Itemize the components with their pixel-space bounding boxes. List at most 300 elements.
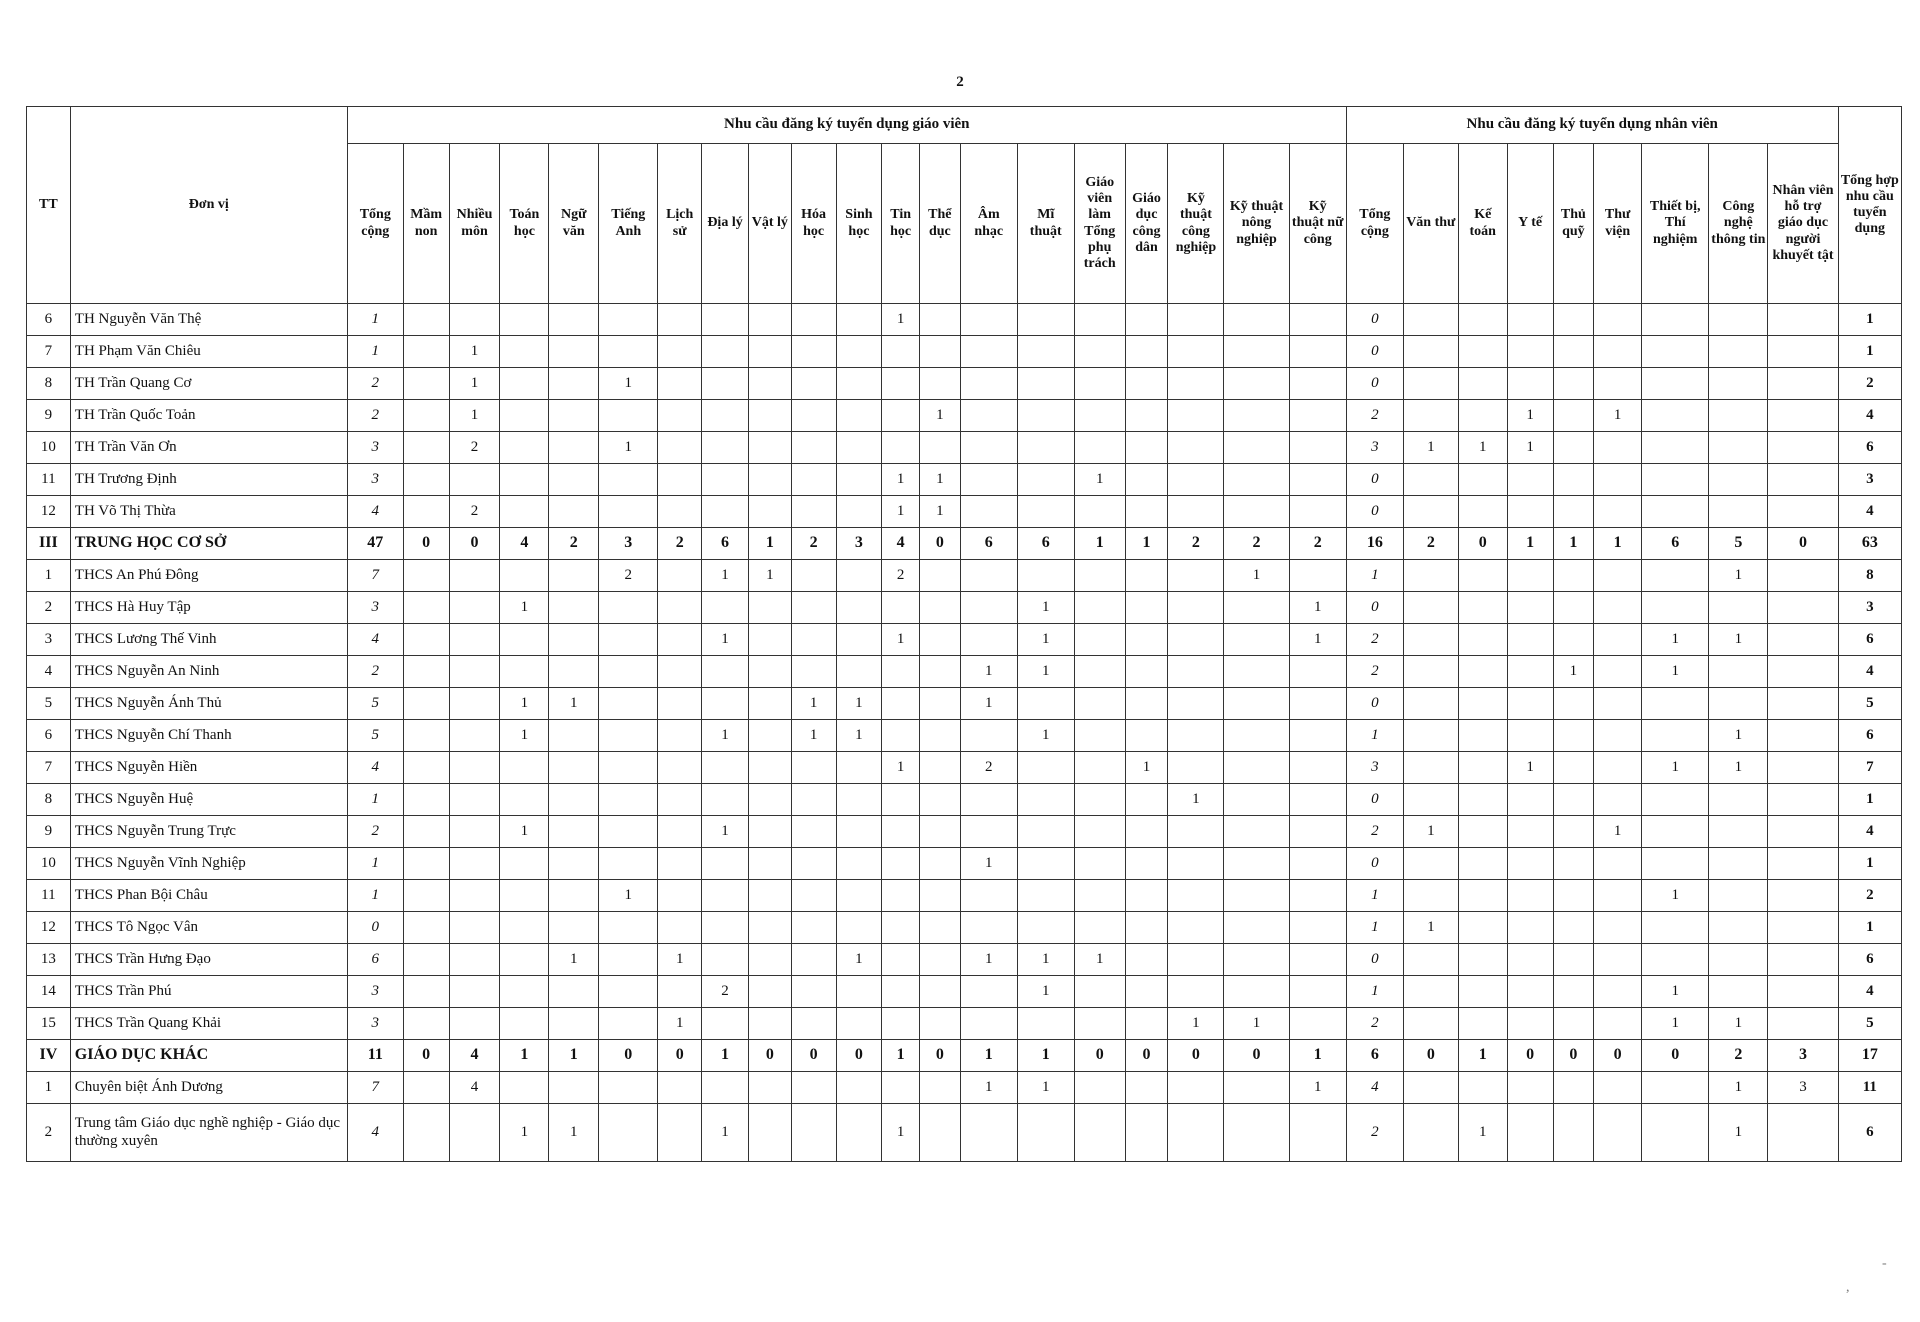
row-unit-name: THCS Tô Ngọc Vân	[70, 912, 347, 944]
teacher-cell	[1224, 656, 1289, 688]
table-row	[27, 912, 1902, 944]
staff-cell	[1458, 976, 1507, 1008]
header-teacher-col: Nhiều môn	[449, 144, 500, 304]
row-unit-name: TRUNG HỌC CƠ SỞ	[70, 528, 347, 560]
row-unit-name: TH Trần Quang Cơ	[70, 368, 347, 400]
header-teacher-col: Hóa học	[791, 144, 836, 304]
teacher-cell	[1125, 1008, 1168, 1040]
teacher-cell: 0	[403, 1040, 449, 1072]
teacher-cell	[836, 880, 882, 912]
table-row	[27, 592, 1902, 624]
staff-cell	[1594, 496, 1642, 528]
teacher-cell: 1	[882, 1040, 920, 1072]
teacher-cell	[882, 976, 920, 1008]
staff-cell	[1642, 496, 1709, 528]
teacher-cell	[1017, 496, 1074, 528]
staff-cell	[1507, 304, 1553, 336]
teacher-cell: 1	[1074, 464, 1125, 496]
teacher-cell	[919, 624, 960, 656]
table-row	[27, 368, 1902, 400]
teacher-cell: 1	[919, 496, 960, 528]
teacher-cell	[748, 1104, 791, 1162]
teacher-cell	[1168, 976, 1224, 1008]
table-row	[27, 1072, 1902, 1104]
row-unit-name: TH Võ Thị Thừa	[70, 496, 347, 528]
teacher-cell	[500, 496, 549, 528]
staff-cell	[1553, 304, 1594, 336]
staff-cell	[1507, 368, 1553, 400]
teacher-cell: 2	[702, 976, 749, 1008]
teacher-cell	[1168, 880, 1224, 912]
teacher-cell	[1289, 976, 1346, 1008]
teacher-cell	[882, 944, 920, 976]
staff-cell	[1507, 624, 1553, 656]
staff-cell	[1768, 848, 1838, 880]
teacher-cell: 1	[748, 560, 791, 592]
teacher-cell: 1	[791, 720, 836, 752]
header-teacher-col: Giáo viên làm Tổng phụ trách	[1074, 144, 1125, 304]
teacher-cell	[403, 464, 449, 496]
row-unit-name: TH Phạm Văn Chiêu	[70, 336, 347, 368]
teacher-cell: 1	[919, 464, 960, 496]
teacher-total-cell: 5	[347, 720, 403, 752]
teacher-cell	[599, 304, 658, 336]
teacher-total-cell: 4	[347, 496, 403, 528]
teacher-cell	[449, 464, 500, 496]
staff-cell	[1403, 464, 1458, 496]
teacher-cell	[549, 656, 599, 688]
teacher-cell	[748, 592, 791, 624]
teacher-cell	[882, 336, 920, 368]
table-row	[27, 816, 1902, 848]
teacher-cell	[1168, 368, 1224, 400]
teacher-cell	[1289, 496, 1346, 528]
teacher-cell	[1289, 848, 1346, 880]
grand-total-cell: 5	[1838, 688, 1901, 720]
teacher-cell	[549, 432, 599, 464]
staff-cell	[1553, 1104, 1594, 1162]
header-staff-col: Tổng cộng	[1346, 144, 1403, 304]
teacher-cell	[1224, 464, 1289, 496]
header-teacher-col: Sinh học	[836, 144, 882, 304]
teacher-cell	[1289, 1008, 1346, 1040]
teacher-cell	[599, 464, 658, 496]
grand-total-cell: 1	[1838, 336, 1901, 368]
teacher-cell	[748, 848, 791, 880]
grand-total-cell: 3	[1838, 592, 1901, 624]
teacher-cell	[1289, 304, 1346, 336]
grand-total-cell: 4	[1838, 976, 1901, 1008]
staff-total-cell: 1	[1346, 560, 1403, 592]
teacher-cell: 1	[702, 1040, 749, 1072]
staff-cell: 1	[1594, 528, 1642, 560]
teacher-cell: 6	[702, 528, 749, 560]
staff-cell	[1594, 336, 1642, 368]
teacher-cell	[500, 560, 549, 592]
teacher-cell	[1125, 816, 1168, 848]
teacher-cell	[403, 400, 449, 432]
row-unit-name: THCS Trần Phú	[70, 976, 347, 1008]
teacher-cell	[658, 912, 702, 944]
teacher-cell	[500, 368, 549, 400]
teacher-cell: 0	[836, 1040, 882, 1072]
grand-total-cell: 3	[1838, 464, 1901, 496]
teacher-total-cell: 1	[347, 880, 403, 912]
teacher-cell	[791, 880, 836, 912]
row-unit-name: THCS Nguyễn Huệ	[70, 784, 347, 816]
staff-cell	[1458, 688, 1507, 720]
teacher-cell	[836, 912, 882, 944]
teacher-cell	[500, 1008, 549, 1040]
table-section-row	[27, 1040, 1902, 1072]
staff-cell	[1594, 752, 1642, 784]
staff-cell	[1594, 304, 1642, 336]
teacher-cell	[500, 848, 549, 880]
staff-cell	[1553, 560, 1594, 592]
staff-cell	[1507, 1104, 1553, 1162]
teacher-cell	[549, 624, 599, 656]
staff-cell	[1594, 368, 1642, 400]
row-unit-name: TH Trần Văn Ơn	[70, 432, 347, 464]
staff-cell: 2	[1709, 1040, 1768, 1072]
header-staff-col: Thủ quỹ	[1553, 144, 1594, 304]
header-staff-col: Kế toán	[1458, 144, 1507, 304]
teacher-cell	[1017, 400, 1074, 432]
staff-cell	[1642, 720, 1709, 752]
teacher-cell	[1168, 912, 1224, 944]
teacher-cell	[1224, 688, 1289, 720]
staff-cell	[1642, 816, 1709, 848]
teacher-cell	[1289, 464, 1346, 496]
teacher-cell	[1289, 432, 1346, 464]
row-unit-name: THCS An Phú Đông	[70, 560, 347, 592]
teacher-cell: 1	[500, 1040, 549, 1072]
teacher-cell	[500, 976, 549, 1008]
teacher-cell: 1	[702, 720, 749, 752]
teacher-cell	[882, 912, 920, 944]
staff-cell	[1553, 880, 1594, 912]
teacher-cell	[1224, 400, 1289, 432]
teacher-cell	[449, 1008, 500, 1040]
teacher-cell	[599, 688, 658, 720]
staff-cell: 1	[1553, 656, 1594, 688]
row-unit-name: THCS Hà Huy Tập	[70, 592, 347, 624]
teacher-cell	[791, 944, 836, 976]
staff-total-cell: 1	[1346, 720, 1403, 752]
teacher-cell	[919, 976, 960, 1008]
teacher-cell	[882, 1008, 920, 1040]
staff-cell	[1507, 720, 1553, 752]
table-row	[27, 720, 1902, 752]
table-row	[27, 688, 1902, 720]
teacher-cell: 0	[1224, 1040, 1289, 1072]
staff-cell: 1	[1709, 560, 1768, 592]
teacher-cell	[1224, 720, 1289, 752]
staff-cell	[1709, 816, 1768, 848]
teacher-cell: 1	[960, 1072, 1017, 1104]
staff-cell	[1642, 848, 1709, 880]
row-tt: 12	[27, 496, 71, 528]
teacher-cell	[702, 848, 749, 880]
teacher-cell	[836, 848, 882, 880]
staff-cell	[1553, 432, 1594, 464]
teacher-cell	[1125, 880, 1168, 912]
teacher-cell	[748, 304, 791, 336]
staff-cell	[1594, 1072, 1642, 1104]
staff-cell	[1458, 880, 1507, 912]
teacher-cell: 1	[882, 464, 920, 496]
teacher-cell	[1017, 336, 1074, 368]
teacher-cell	[1017, 752, 1074, 784]
header-staff-col: Thiết bị, Thí nghiệm	[1642, 144, 1709, 304]
teacher-cell	[919, 816, 960, 848]
teacher-cell	[919, 368, 960, 400]
teacher-cell	[836, 368, 882, 400]
staff-cell	[1458, 1008, 1507, 1040]
teacher-cell: 0	[1074, 1040, 1125, 1072]
teacher-cell: 1	[549, 688, 599, 720]
row-unit-name: THCS Nguyễn Chí Thanh	[70, 720, 347, 752]
staff-cell	[1553, 1072, 1594, 1104]
teacher-cell	[791, 1008, 836, 1040]
teacher-total-cell: 1	[347, 304, 403, 336]
teacher-cell	[549, 368, 599, 400]
teacher-cell	[1289, 688, 1346, 720]
teacher-cell	[1017, 304, 1074, 336]
staff-cell	[1709, 496, 1768, 528]
teacher-cell	[748, 464, 791, 496]
grand-total-cell: 4	[1838, 656, 1901, 688]
teacher-cell	[748, 720, 791, 752]
staff-total-cell: 2	[1346, 1104, 1403, 1162]
grand-total-cell: 2	[1838, 880, 1901, 912]
teacher-cell	[1074, 848, 1125, 880]
teacher-cell	[449, 592, 500, 624]
teacher-cell: 2	[449, 432, 500, 464]
staff-cell	[1553, 464, 1594, 496]
table-row	[27, 400, 1902, 432]
scan-mark: ,	[1846, 1280, 1850, 1295]
row-tt: 10	[27, 848, 71, 880]
teacher-cell	[1224, 944, 1289, 976]
teacher-cell	[919, 784, 960, 816]
teacher-cell: 2	[549, 528, 599, 560]
teacher-cell	[403, 880, 449, 912]
table-row	[27, 752, 1902, 784]
teacher-cell: 1	[702, 624, 749, 656]
teacher-cell	[1168, 464, 1224, 496]
teacher-cell: 0	[1168, 1040, 1224, 1072]
teacher-cell	[1125, 304, 1168, 336]
teacher-cell	[500, 784, 549, 816]
teacher-cell	[748, 976, 791, 1008]
teacher-cell	[882, 784, 920, 816]
teacher-cell	[658, 976, 702, 1008]
teacher-cell	[1074, 688, 1125, 720]
teacher-cell	[1224, 432, 1289, 464]
staff-cell	[1403, 944, 1458, 976]
teacher-cell	[702, 432, 749, 464]
staff-cell	[1594, 624, 1642, 656]
staff-cell	[1642, 400, 1709, 432]
teacher-cell	[702, 464, 749, 496]
teacher-cell: 1	[702, 560, 749, 592]
staff-cell: 1	[1709, 1072, 1768, 1104]
teacher-cell	[748, 752, 791, 784]
teacher-cell	[882, 880, 920, 912]
teacher-cell	[748, 816, 791, 848]
staff-cell	[1458, 848, 1507, 880]
staff-cell	[1768, 880, 1838, 912]
staff-cell	[1642, 336, 1709, 368]
staff-cell: 1	[1507, 752, 1553, 784]
teacher-cell	[403, 1008, 449, 1040]
teacher-cell	[1125, 656, 1168, 688]
teacher-cell	[960, 304, 1017, 336]
teacher-total-cell: 2	[347, 368, 403, 400]
grand-total-cell: 1	[1838, 848, 1901, 880]
teacher-cell: 0	[449, 528, 500, 560]
teacher-cell	[658, 1104, 702, 1162]
staff-cell	[1768, 656, 1838, 688]
teacher-cell: 1	[882, 304, 920, 336]
teacher-cell	[449, 688, 500, 720]
staff-cell	[1507, 336, 1553, 368]
teacher-cell	[1074, 912, 1125, 944]
teacher-cell	[836, 432, 882, 464]
teacher-cell	[1125, 1104, 1168, 1162]
staff-total-cell: 0	[1346, 848, 1403, 880]
teacher-cell	[599, 912, 658, 944]
teacher-cell	[1074, 400, 1125, 432]
staff-cell	[1553, 368, 1594, 400]
staff-cell	[1553, 592, 1594, 624]
teacher-cell	[791, 624, 836, 656]
teacher-cell	[919, 912, 960, 944]
staff-total-cell: 0	[1346, 688, 1403, 720]
staff-cell	[1709, 432, 1768, 464]
teacher-cell	[960, 720, 1017, 752]
teacher-cell	[449, 816, 500, 848]
row-tt: 15	[27, 1008, 71, 1040]
staff-cell	[1507, 1008, 1553, 1040]
teacher-cell: 1	[599, 368, 658, 400]
staff-cell	[1642, 784, 1709, 816]
staff-cell	[1642, 1104, 1709, 1162]
staff-cell	[1768, 432, 1838, 464]
grand-total-cell: 1	[1838, 784, 1901, 816]
teacher-cell	[1289, 912, 1346, 944]
teacher-cell: 1	[1017, 944, 1074, 976]
teacher-cell	[500, 464, 549, 496]
teacher-cell	[403, 816, 449, 848]
staff-cell	[1507, 592, 1553, 624]
staff-cell: 0	[1403, 1040, 1458, 1072]
staff-cell	[1553, 400, 1594, 432]
teacher-cell	[658, 496, 702, 528]
teacher-total-cell: 5	[347, 688, 403, 720]
staff-cell	[1458, 944, 1507, 976]
staff-cell: 1	[1507, 432, 1553, 464]
teacher-cell	[702, 592, 749, 624]
staff-cell	[1709, 400, 1768, 432]
teacher-cell	[702, 880, 749, 912]
staff-cell	[1553, 752, 1594, 784]
staff-total-cell: 16	[1346, 528, 1403, 560]
teacher-cell	[702, 752, 749, 784]
teacher-cell	[599, 336, 658, 368]
teacher-cell	[1125, 592, 1168, 624]
teacher-cell	[403, 304, 449, 336]
teacher-cell	[599, 752, 658, 784]
teacher-cell	[500, 624, 549, 656]
staff-cell	[1768, 784, 1838, 816]
teacher-cell	[791, 848, 836, 880]
staff-cell	[1553, 848, 1594, 880]
staff-cell	[1507, 976, 1553, 1008]
teacher-total-cell: 1	[347, 848, 403, 880]
grand-total-cell: 63	[1838, 528, 1901, 560]
recruitment-table	[26, 106, 1902, 1162]
staff-cell	[1507, 784, 1553, 816]
teacher-cell	[960, 1104, 1017, 1162]
teacher-cell	[836, 336, 882, 368]
teacher-cell	[960, 464, 1017, 496]
staff-cell	[1709, 336, 1768, 368]
header-teacher-col: Toán học	[500, 144, 549, 304]
teacher-cell: 2	[882, 560, 920, 592]
teacher-cell	[658, 592, 702, 624]
teacher-cell	[836, 784, 882, 816]
teacher-cell: 1	[882, 496, 920, 528]
staff-cell	[1553, 688, 1594, 720]
header-teacher-col: Địa lý	[702, 144, 749, 304]
teacher-cell	[748, 368, 791, 400]
teacher-cell: 4	[500, 528, 549, 560]
teacher-cell	[791, 784, 836, 816]
teacher-cell	[919, 1104, 960, 1162]
table-row	[27, 304, 1902, 336]
row-unit-name: THCS Trần Quang Khải	[70, 1008, 347, 1040]
row-tt: 10	[27, 432, 71, 464]
teacher-cell	[658, 400, 702, 432]
header-teacher-col: Tổng cộng	[347, 144, 403, 304]
teacher-cell	[403, 784, 449, 816]
table-section-row	[27, 528, 1902, 560]
teacher-cell	[791, 1072, 836, 1104]
staff-cell	[1553, 336, 1594, 368]
header-teacher-col: Lịch sử	[658, 144, 702, 304]
row-tt: 9	[27, 400, 71, 432]
teacher-cell	[500, 656, 549, 688]
teacher-cell	[1017, 912, 1074, 944]
grand-total-cell: 8	[1838, 560, 1901, 592]
teacher-total-cell: 2	[347, 656, 403, 688]
teacher-cell: 1	[960, 656, 1017, 688]
staff-cell	[1507, 496, 1553, 528]
teacher-cell	[1168, 400, 1224, 432]
staff-cell	[1768, 464, 1838, 496]
row-tt: 4	[27, 656, 71, 688]
teacher-cell	[549, 752, 599, 784]
scan-mark: -	[1882, 1256, 1887, 1271]
staff-cell	[1709, 304, 1768, 336]
staff-total-cell: 0	[1346, 304, 1403, 336]
teacher-cell	[1168, 1072, 1224, 1104]
staff-cell: 1	[1507, 528, 1553, 560]
header-unit: Đơn vị	[70, 107, 347, 304]
teacher-cell	[1224, 912, 1289, 944]
